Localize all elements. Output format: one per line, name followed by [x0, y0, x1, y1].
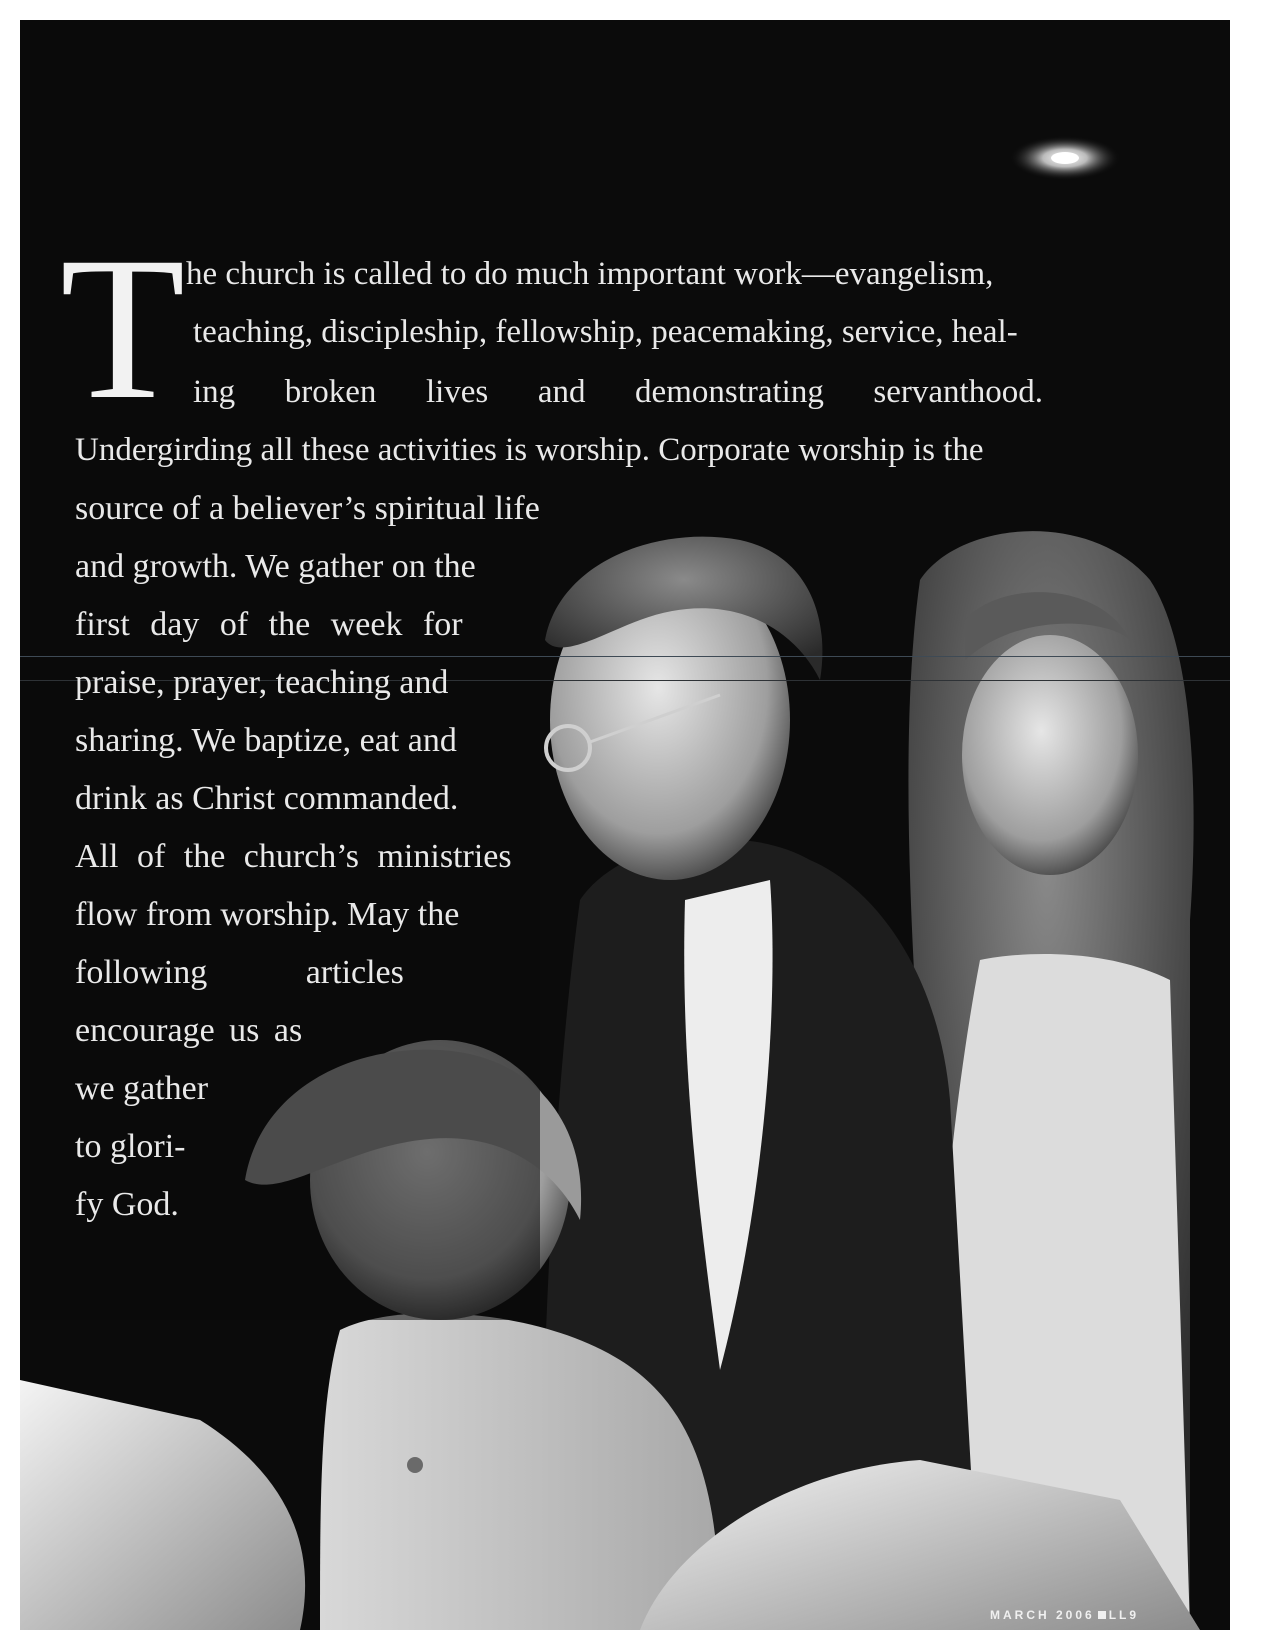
- drop-cap: T: [60, 215, 186, 442]
- intro-line: source of a believer’s spiritual life: [75, 490, 540, 527]
- folio-separator-icon: [1098, 1611, 1106, 1619]
- intro-word: lives: [425, 374, 489, 410]
- intro-word: and: [537, 374, 586, 410]
- intro-line: he church is called to do much important work—evangelism,: [186, 256, 994, 292]
- folio-page: LL9: [1108, 1608, 1140, 1622]
- intro-line: encourage us as: [75, 1012, 303, 1049]
- intro-line: sharing. We baptize, eat and: [75, 722, 457, 759]
- intro-word: demonstrating: [635, 374, 824, 410]
- intro-line-justified: [193, 376, 1043, 409]
- page-folio: [990, 1608, 1139, 1622]
- intro-line: we gather: [75, 1070, 209, 1107]
- intro-line: following articles: [75, 954, 404, 991]
- intro-line: Undergirding all these activities is worship. Corporate worship is the: [75, 432, 984, 468]
- intro-line: first day of the week for: [75, 606, 463, 643]
- intro-word: servanthood.: [873, 374, 1043, 410]
- hymnal-left: [20, 1380, 305, 1630]
- intro-line: drink as Christ commanded.: [75, 780, 459, 817]
- intro-line: and growth. We gather on the: [75, 548, 476, 585]
- intro-line: fy God.: [75, 1186, 179, 1223]
- intro-line: flow from worship. May the: [75, 896, 460, 933]
- scan-artifact: [20, 656, 1230, 657]
- folio-month: MARCH 2006: [990, 1608, 1095, 1622]
- intro-line: praise, prayer, teaching and: [75, 664, 449, 701]
- intro-word: ing: [193, 374, 236, 410]
- intro-word: broken: [284, 374, 377, 410]
- intro-line: All of the church’s ministries: [75, 838, 512, 875]
- intro-line: teaching, discipleship, fellowship, peacemaking, service, heal-: [193, 314, 1018, 350]
- intro-line: to glori-: [75, 1128, 186, 1165]
